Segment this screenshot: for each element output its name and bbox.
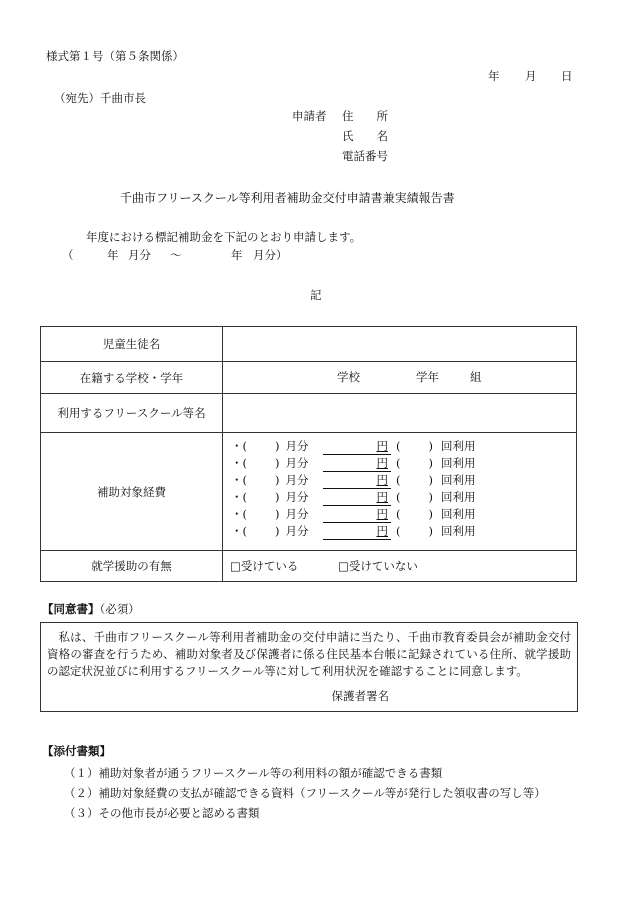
expense-yen: 円 xyxy=(376,507,388,521)
school-field[interactable] xyxy=(223,362,577,394)
school-label: 在籍する学校・学年 xyxy=(41,362,223,394)
expense-bullet: ・( xyxy=(231,507,247,521)
expense-paren-close: ) xyxy=(275,507,280,521)
attachment-item: （３）その他市長が必要と認める書類 xyxy=(64,806,260,820)
expense-paren-close: ) xyxy=(275,439,280,453)
student-name-field[interactable] xyxy=(223,327,577,362)
expense-paren-close: ) xyxy=(275,524,280,538)
expense-line xyxy=(223,489,576,506)
table-row xyxy=(41,551,577,582)
expense-line xyxy=(223,523,576,540)
expense-bullet: ・( xyxy=(231,439,247,453)
table-row xyxy=(41,433,577,551)
expense-uses-open: ( xyxy=(396,490,401,504)
attachment-item: （１）補助対象者が通うフリースクール等の利用料の額が確認できる書類 xyxy=(64,766,443,780)
expense-paren-close: ) xyxy=(275,473,280,487)
expense-yen: 円 xyxy=(376,524,388,538)
expense-uses-close: ) xyxy=(428,507,433,521)
expense-bullet: ・( xyxy=(231,473,247,487)
period-open: （ xyxy=(62,248,74,262)
expense-line xyxy=(223,472,576,489)
school-word: 学校 xyxy=(337,370,360,384)
class-word: 組 xyxy=(470,370,482,384)
expense-line xyxy=(223,438,576,455)
application-table xyxy=(40,326,577,582)
table-row xyxy=(41,327,577,362)
table-row xyxy=(41,394,577,433)
applicant-phone-label: 電話番号 xyxy=(342,149,388,163)
grade-word: 学年 xyxy=(416,370,439,384)
ki-label: 記 xyxy=(310,288,322,302)
expense-uses: 回利用 xyxy=(441,490,476,504)
period-to-month: 月分） xyxy=(253,248,288,262)
expense-uses-close: ) xyxy=(428,439,433,453)
applicant-prefix: 申請者 xyxy=(292,109,327,123)
expense-uses-close: ) xyxy=(428,473,433,487)
expense-paren-close: ) xyxy=(275,456,280,470)
expense-line xyxy=(223,506,576,523)
addressee: （宛先）千曲市長 xyxy=(54,91,146,105)
expense-bullet: ・( xyxy=(231,524,247,538)
expense-yen: 円 xyxy=(376,490,388,504)
expense-uses-open: ( xyxy=(396,439,401,453)
date-year: 年 xyxy=(488,69,500,83)
period-from-month: 月分 xyxy=(128,248,151,262)
expense-paren-close: ) xyxy=(275,490,280,504)
consent-text: 私は、千曲市フリースクール等利用者補助金の交付申請に当たり、千曲市教育委員会が補助金交付資格の審査を行うため、補助対象者及び保護者に係る住民基本台帳に記録されている住所、就学援助の認定状況並びに利用するフリースクール等に対して利用状況を確認することに同意します。 xyxy=(47,630,571,678)
intro-line: 年度における標記補助金を下記のとおり申請します。 xyxy=(86,230,362,244)
expense-field[interactable] xyxy=(223,433,577,551)
expense-month: 月分 xyxy=(285,439,309,453)
expense-uses-open: ( xyxy=(396,456,401,470)
applicant-name-label: 氏 名 xyxy=(342,129,388,143)
expense-uses: 回利用 xyxy=(441,439,476,453)
expense-bullet: ・( xyxy=(231,456,247,470)
expense-uses: 回利用 xyxy=(441,524,476,538)
aid-yes-checkbox[interactable]: □受けている xyxy=(230,559,299,573)
attachments-heading: 【添付書類】 xyxy=(42,744,111,758)
expense-uses: 回利用 xyxy=(441,507,476,521)
applicant-address-label: 住 所 xyxy=(342,109,388,123)
period-to-year: 年 xyxy=(231,248,243,262)
expense-uses-close: ) xyxy=(428,490,433,504)
form-number: 様式第１号（第５条関係） xyxy=(46,49,184,63)
aid-label: 就学援助の有無 xyxy=(41,551,223,582)
aid-no-checkbox[interactable]: □受けていない xyxy=(338,559,418,573)
date-month: 月 xyxy=(525,69,537,83)
expense-uses-close: ) xyxy=(428,524,433,538)
expense-month: 月分 xyxy=(285,473,309,487)
document-title: 千曲市フリースクール等利用者補助金交付申請書兼実績報告書 xyxy=(120,191,455,205)
expense-uses-open: ( xyxy=(396,507,401,521)
expense-uses-open: ( xyxy=(396,524,401,538)
freeschool-label: 利用するフリースクール等名 xyxy=(41,394,223,433)
expense-yen: 円 xyxy=(376,439,388,453)
expense-month: 月分 xyxy=(285,456,309,470)
consent-heading: 【同意書】 xyxy=(42,602,100,616)
freeschool-field[interactable] xyxy=(223,394,577,433)
period-from-year: 年 xyxy=(107,248,119,262)
expense-uses-open: ( xyxy=(396,473,401,487)
consent-heading-line xyxy=(42,604,140,616)
table-row xyxy=(41,362,577,394)
expense-line xyxy=(223,455,576,472)
expense-label: 補助対象経費 xyxy=(41,433,223,551)
expense-month: 月分 xyxy=(285,490,309,504)
guardian-signature-label: 保護者署名 xyxy=(331,689,389,703)
expense-yen: 円 xyxy=(376,473,388,487)
attachment-item: （２）補助対象経費の支払が確認できる資料（フリースクール等が発行した領収書の写し等） xyxy=(64,786,546,800)
student-name-label: 児童生徒名 xyxy=(41,327,223,362)
expense-uses: 回利用 xyxy=(441,473,476,487)
date-day: 日 xyxy=(561,69,573,83)
expense-month: 月分 xyxy=(285,524,309,538)
aid-field xyxy=(223,551,577,582)
expense-uses-close: ) xyxy=(428,456,433,470)
consent-required: （必須） xyxy=(99,602,140,616)
expense-bullet: ・( xyxy=(231,490,247,504)
consent-box xyxy=(40,622,578,712)
period-tilde: ～ xyxy=(170,248,182,262)
expense-month: 月分 xyxy=(285,507,309,521)
expense-uses: 回利用 xyxy=(441,456,476,470)
expense-yen: 円 xyxy=(376,456,388,470)
